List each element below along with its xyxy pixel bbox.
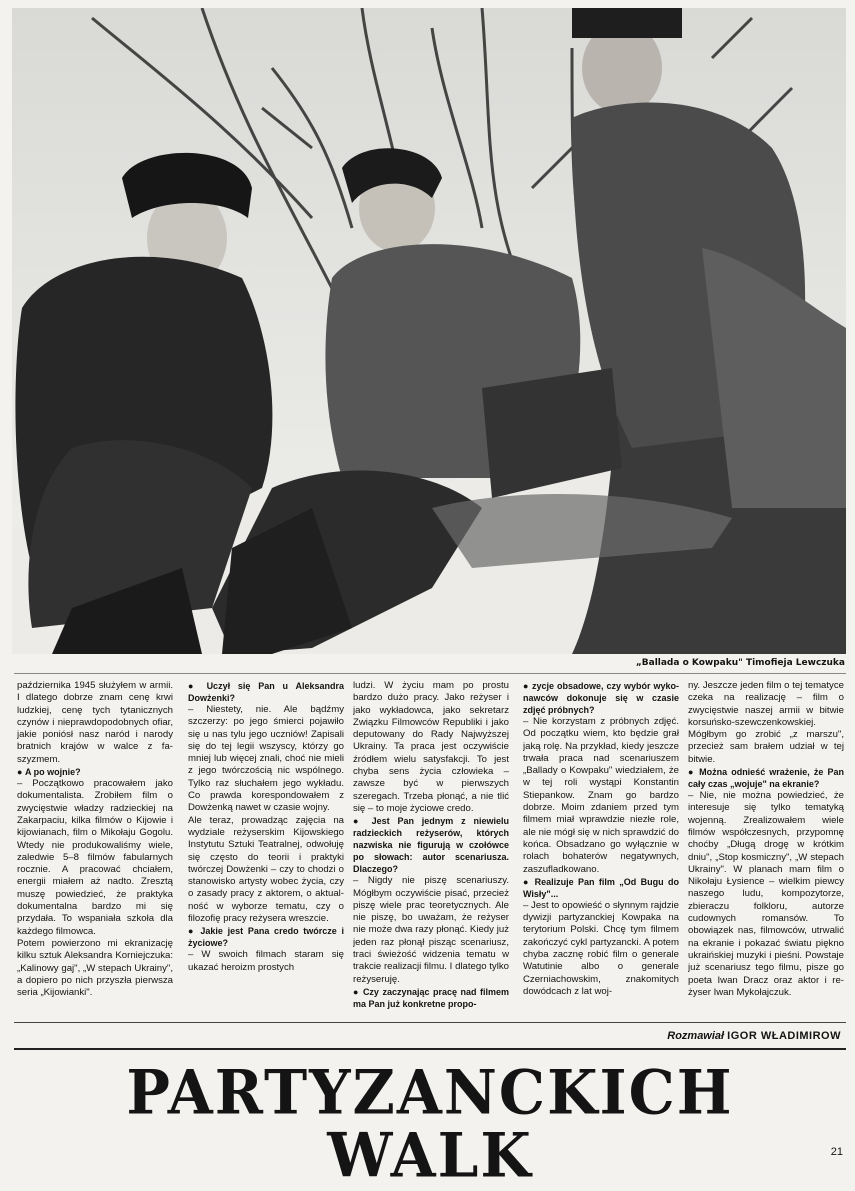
interview-question: ● Można odnieść wrażenie, że Pan cały czas „wojuje" na ekranie?: [688, 766, 844, 790]
interview-question: ● Czy zaczynając pracę nad filmem ma Pan już konkretne propo-: [353, 986, 509, 1010]
page-number: 21: [830, 1146, 843, 1158]
interview-paragraph: – Początkowo pracowałem jako dokumentalista. Zrobiłem film o zwycięstwie władzy radzieckiej na Zakarpaciu, kilka filmów o Kijowie i kijowianach, film o Mikołaju Gogolu. Wtedy nie produkowaliśmy wiele, zaledwie 5–8 filmów fabularnych rocznie. A pracować chciałem, energii miałem aż nadto. Zresztą muszę powiedzieć, że praktyka dokumentalna bardzo mi się przydała. To wspaniała szkoła dla każdego filmowca.: [17, 778, 173, 937]
interview-paragraph: Ale teraz, prowadząc zajęcia na wydziale reżyserskim Kijowskiego Instytutu Sztuki Teatralnej, odwołuję się często do teorii i praktyki twórczej Dowżenki – czy to chodzi o stanowisko artysty wobec życia, czy o zasady pracy z aktorem, o aktualność w wyborze tematu, czy o filozofię pracy reżysera wreszcie.: [188, 814, 344, 925]
photo-caption: „Ballada o Kowpaku" Timofieja Lewczuka: [635, 658, 845, 668]
author-credit: [667, 1030, 841, 1042]
author-name: IGOR WŁADIMIROW: [727, 1030, 841, 1042]
interview-question: ● Jakie jest Pana credo twórcze i życiowe?: [188, 925, 344, 949]
column-4: [523, 680, 679, 1016]
interview-paragraph: października 1945 służyłem w armii. I dlatego dobrze znam cenę krwi ludzkiej, cenę tych tytanicznych czynów i nieprawdopodobnych ofiar, jakie poniósł nasz naród i narody bratnich krajów w walce z faszyzmem.: [17, 680, 173, 765]
photo-three-soldiers-icon: [12, 8, 846, 654]
headline: PARTYZANCKICH WALK: [126, 1056, 734, 1191]
interview-paragraph: ny. Jeszcze jeden film o tej tematyce czeka na realizację – film o zwycięstwie naszej armii w bitwie korsuńsko-szewczenkowskiej. Mógłbym go zrobić „z marszu", przecież sam brałem udział w tej bitwie.: [688, 680, 844, 765]
author-prefix: Rozmawiał: [667, 1030, 725, 1042]
column-3: [353, 680, 509, 1016]
interview-question: ● Realizuje Pan film „Od Bugu do Wisły"...: [523, 876, 679, 900]
divider: [14, 1048, 846, 1050]
interview-paragraph: – Nigdy nie piszę scenariuszy. Mógłbym oczywiście pisać, przecież piszę wiele prac teoretycznych. Ale nie piszę, bo uważam, że reżyser nie może dwa razy płonąć. Kiedy już jeden raz płonął pisząc scenariusz, traci świeżość widzenia tematu w trakcie realizacji filmu. I dlatego tylko reżyseruję.: [353, 875, 509, 985]
column-5: [688, 680, 844, 1016]
article-body: [14, 680, 846, 1016]
divider: [14, 673, 846, 674]
interview-paragraph: – W swoich filmach staram się ukazać heroizm prostych: [188, 949, 344, 973]
interview-paragraph: – Jest to opowieść o słynnym rajdzie dywizji partyzanckiej Kowpaka na terytorium Polski. Chcę tym filmem zakończyć cykl partyzancki. A potem chyba zacznę robić film o generale Watutinie albo o generale Czerniachowskim, znakomitych dowódcach z lat woj-: [523, 899, 679, 997]
interview-question: ● zycje obsadowe, czy wybór wykonawców dokonuje się w czasie zdjęć próbnych?: [523, 680, 679, 716]
column-2: [188, 680, 344, 1016]
interview-paragraph: Potem powierzono mi ekranizację kilku sztuk Aleksandra Korniejczuka: „Kalinowy gaj", „W stepach Ukrainy", a dopiero po nich przyszła pierwsza seria „Kijowianki".: [17, 937, 173, 999]
interview-paragraph: ludzi. W życiu mam po prostu bardzo dużo pracy. Jako reżyser i jako wykładowca, jako sekretarz Związku Filmowców Republiki i jako deputowany do Rady Najwyższej Ukrainy. Ta praca jest oczywiście źródłem wielu satysfakcji. To jest chyba sens życia człowieka – zawsze być w pierwszych szeregach. Trzeba płonąć, a nie tlić się – to moje życiowe credo.: [353, 680, 509, 814]
interview-paragraph: – Niestety, nie. Ale bądźmy szczerzy: po jego śmierci pojawiło się u nas tylu jego uczniów! Zapisali się do tej legii wszyscy, którzy go mniej lub więcej znali, choć nie mieli z jego twórczością nic wspólnego. Tylko raz słuchałem jego wykładu. Co prawda korespondowałem z Dowżenką nawet w czasie wojny.: [188, 704, 344, 814]
column-1: [17, 680, 173, 1016]
film-still-photo: [12, 8, 846, 654]
interview-question: ● Jest Pan jednym z niewielu radzieckich reżyserów, których nazwiska nie figurują w czołówce po słowach: autor scenariusza. Dlaczego?: [353, 815, 509, 875]
interview-paragraph: – Nie korzystam z próbnych zdjęć. Od początku wiem, kto będzie grał jaką rolę. Na przykład, kiedy jeszcze trwała praca nad scenariuszem „Ballady o Kowpaku" wiedziałem, że w tej roli wystąpi Konstantin Stiepankow. Znam go bardzo dobrze. Moim zdaniem przed tym filmem miał wprawdzie niezłe role, ale nie mógł się w nich sprawdzić do końca. Obsadzano go wyłącznie w rolach bohaterów negatywnych, zaszufladkowano.: [523, 716, 679, 875]
interview-question: ● Uczył się Pan u Aleksandra Dowżenki?: [188, 680, 344, 704]
divider: [14, 1022, 846, 1023]
interview-question: ● A po wojnie?: [17, 766, 173, 778]
interview-paragraph: – Nie, nie można powiedzieć, że interesuje się tylko tematyką wojenną. Zrealizowałem wiele filmów współczesnych, przypomnę choćby „Długą drogę w krótkim dniu", „Stop kosmiczny", „W stepach Ukrainy". W planach mam film o Nikołaju Łysience – wielkim piewcy naszego ludu, kompozytorze, zbieraczu folkloru, autorze cudownych romansów. To obowiązek nas, filmowców, utrwalić na ekranie i pokazać światu piękno ukraińskiej muzyki i pieśni. Powstaje już scenariusz tego filmu, pisze go poeta Iwan Dracz oraz aktor i reżyser Iwan Mykołajczuk.: [688, 790, 844, 998]
